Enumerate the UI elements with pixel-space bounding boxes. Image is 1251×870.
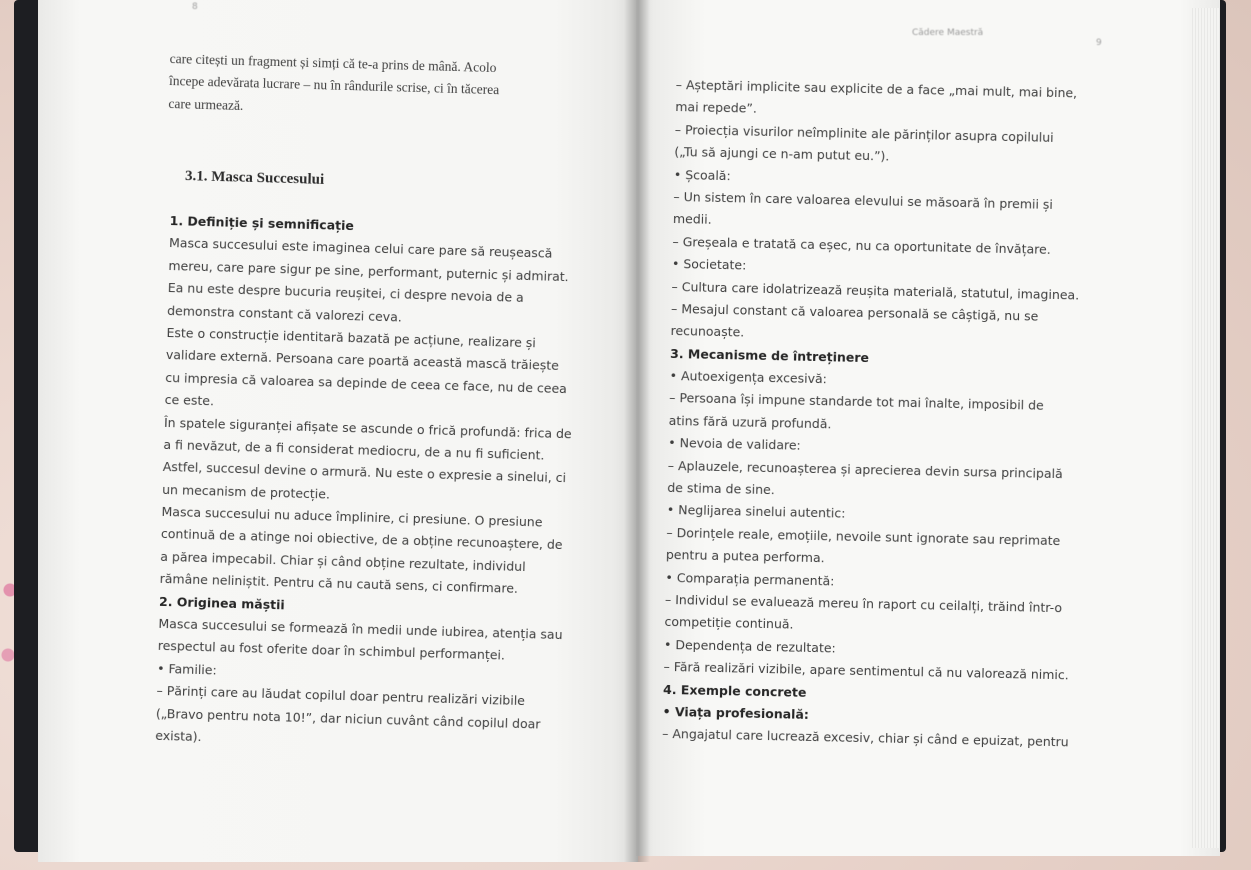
left-page-body bbox=[155, 210, 610, 759]
text-line: • Societate: bbox=[671, 256, 747, 273]
heading-line: 2. Originea măștii bbox=[158, 593, 285, 612]
text-line: – Un sistem în care valoarea elevului se măsoară în premii și bbox=[673, 188, 1054, 212]
text-line: – Fără realizări vizibile, apare sentimentul că nu valorează nimic. bbox=[663, 659, 1069, 683]
right-page-number: 9 bbox=[1096, 38, 1102, 48]
text-line: competiție continuă. bbox=[664, 614, 794, 632]
text-line: a părea impecabil. Chiar și când obține rezultate, individul bbox=[160, 548, 526, 574]
text-line: Masca succesului nu aduce împlinire, ci presiune. O presiune bbox=[161, 503, 543, 530]
book-gutter bbox=[624, 0, 650, 862]
intro-line: care citești un fragment și simți că te-a prins de mână. Acolo bbox=[169, 50, 497, 76]
right-page-body bbox=[662, 74, 1116, 755]
heading-line: 4. Exemple concrete bbox=[662, 681, 807, 700]
intro-line: care urmează. bbox=[168, 95, 244, 113]
intro-line: începe adevărata lucrare – nu în rândurile scrise, ci în tăcerea bbox=[168, 73, 500, 98]
text-line: atins fără uzură profundă. bbox=[668, 412, 832, 432]
text-line: recunoaște. bbox=[670, 323, 745, 340]
text-line: respectul au fost oferite doar în schimbul performanței. bbox=[157, 638, 506, 663]
text-line: de stima de sine. bbox=[667, 479, 775, 498]
text-line: rămâne neliniștit. Pentru că nu caută sens, ci confirmare. bbox=[159, 571, 519, 597]
text-line: – Angajatul care lucrează excesiv, chiar și când e epuizat, pentru bbox=[662, 726, 1069, 750]
text-line: continuă de a atinge noi obiective, de a obține recunoaștere, de bbox=[160, 526, 563, 553]
page-edges bbox=[1190, 8, 1220, 848]
text-line: • Comparația permanentă: bbox=[665, 569, 835, 589]
text-line: cu impresia că valoarea sa depinde de ceea ce face, nu de ceea bbox=[165, 369, 568, 396]
text-line: – Greșeala e tratată ca eșec, nu ca oportunitate de învățare. bbox=[672, 233, 1051, 257]
text-line: – Aplauzele, recunoașterea și aprecierea devin sursa principală bbox=[667, 457, 1063, 481]
text-line: mai repede”. bbox=[675, 99, 757, 117]
text-line: demonstra constant că valorezi ceva. bbox=[166, 302, 403, 325]
text-line: un mecanism de protecție. bbox=[161, 481, 331, 502]
text-line: • Neglijarea sinelui autentic: bbox=[666, 502, 846, 522]
text-line: • Autoexigența excesivă: bbox=[669, 368, 828, 387]
text-line: – Cultura care idolatrizează reușita materială, statutul, imaginea. bbox=[671, 278, 1080, 303]
text-line: – Persoana își impune standarde tot mai înalte, imposibil de bbox=[669, 390, 1044, 414]
running-header: Cădere Maestră bbox=[912, 28, 984, 38]
left-page-number: 8 bbox=[192, 2, 198, 12]
text-line: a fi nevăzut, de a fi considerat mediocru, de a nu fi suficient. bbox=[163, 436, 545, 463]
text-line: mereu, care pare sigur pe sine, performant, puternic și admirat. bbox=[168, 257, 569, 284]
text-line: Masca succesului se formează în medii unde iubirea, atenția sau bbox=[158, 615, 563, 643]
text-line: validare externă. Persoana care poartă această mască trăiește bbox=[165, 347, 560, 374]
text-line: („Tu să ajungi ce n-am putut eu.”). bbox=[674, 144, 890, 164]
text-line: pentru a putea performa. bbox=[665, 547, 825, 566]
text-line: – Părinți care au lăudat copilul doar pentru realizări vizibile bbox=[156, 683, 526, 709]
text-line: – Proiecția visurilor neîmplinite ale părinților asupra copilului bbox=[674, 121, 1054, 145]
text-line: • Familie: bbox=[156, 660, 217, 678]
text-line: – Individul se evaluează mereu în raport cu ceilalți, trăind într-o bbox=[664, 591, 1063, 616]
text-line: Astfel, succesul devine o armură. Nu este o expresie a sinelui, ci bbox=[162, 459, 567, 486]
text-line: În spatele siguranței afișate se ascunde o frică profundă: frica de bbox=[163, 414, 572, 441]
text-line: („Bravo pentru nota 10!”, dar niciun cuvânt când copilul doar bbox=[155, 705, 541, 732]
text-line: ce este. bbox=[164, 392, 215, 409]
left-intro-paragraph bbox=[168, 48, 610, 127]
text-line: medii. bbox=[672, 211, 712, 228]
text-line: – Mesajul constant că valoarea personală se câștigă, nu se bbox=[670, 300, 1039, 324]
heading-line: 3. Mecanisme de întreținere bbox=[669, 345, 870, 365]
text-line: • Nevoia de validare: bbox=[668, 435, 801, 453]
text-line: exista). bbox=[155, 727, 202, 745]
text-line: – Așteptări implicite sau explicite de a face „mai mult, mai bine, bbox=[675, 76, 1078, 101]
text-line: • Dependența de rezultate: bbox=[663, 636, 836, 656]
text-line: Este o construcție identitară bazată pe acțiune, realizare și bbox=[166, 324, 537, 351]
text-line: – Dorințele reale, emoțiile, nevoile sunt ignorate sau reprimate bbox=[666, 524, 1061, 548]
text-line: Masca succesului este imaginea celui care pare să reușească bbox=[168, 235, 553, 262]
heading-line: 1. Definiție și semnificație bbox=[169, 212, 355, 234]
heading-line: • Viața profesională: bbox=[662, 703, 810, 722]
section-title: 3.1. Masca Succesului bbox=[184, 168, 325, 188]
text-line: • Școală: bbox=[673, 166, 731, 183]
text-line: Ea nu este despre bucuria reușitei, ci despre nevoia de a bbox=[167, 280, 524, 306]
